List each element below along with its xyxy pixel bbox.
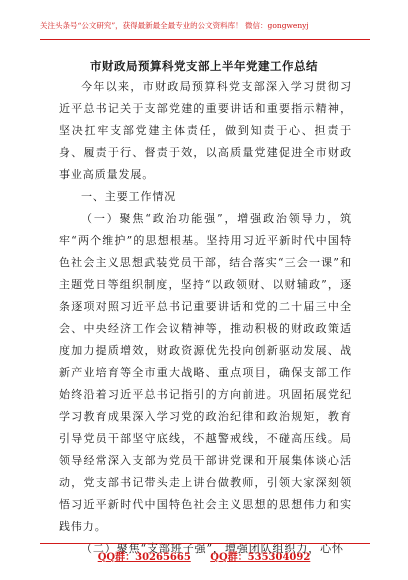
header-banner: 关注头条号“公文研究”，获得最新最全最专业的公文资料库！ 微信：gongwenyj — [40, 21, 309, 30]
qq-group-1: QQ群：30265665 — [97, 552, 191, 563]
qq-group-2: QQ群：535304092 — [210, 552, 311, 563]
header-divider — [40, 39, 370, 40]
document-body — [59, 76, 352, 560]
section-heading: 一、主要工作情况 — [81, 190, 177, 203]
footer-divider — [40, 543, 370, 544]
paragraph-1: （一）聚焦“政治功能强”，增强政治领导力，筑牢“两个维护”的思想根基。坚持用习近平新时代中国特色社会主义思想武装党员干部，结合落实“三会一课”和主题党日等组织制度，坚持“以政领财、以财辅政”，逐条逐项对照习近平总书记重要讲话和党的二十届三中全会、中央经济工作会议精神等，推动积极的财政政策适度加力提质增效，财政资源优先投向创新驱动发展、战新产业培育等全市重大战略、重点项目，确保支部工作始终沿着习近平总书记指引的方向前进。巩固拓展党纪学习教育成果深入学习党的政治纪律和政治规矩，教育引导党员干部坚守底线，不越警戒线，不碰高压线。局领导经常深入支部为党员干部讲党课和开展集体谈心活动，党支部书记带头走上讲台做教师，引领大家深刻领悟习近平新时代中国特色社会主义思想的思想伟力和实践伟力。 — [59, 212, 352, 533]
document-title: 市财政局预算科党支部上半年党建工作总结 — [90, 59, 318, 73]
footer — [0, 548, 408, 563]
paragraph-2: （二）聚焦“支部班子强”，增强团队组织力，心怀 — [81, 542, 344, 555]
intro-paragraph: 今年以来，市财政局预算科党支部深入学习贯彻习近平总书记关于支部党建的重要讲话和重要指示精神，坚决扛牢支部党建主体责任，做到知责于心、担责于身、履责于行、督责于效，以高质量党建促进全市财政事业高质量发展。 — [59, 80, 352, 181]
